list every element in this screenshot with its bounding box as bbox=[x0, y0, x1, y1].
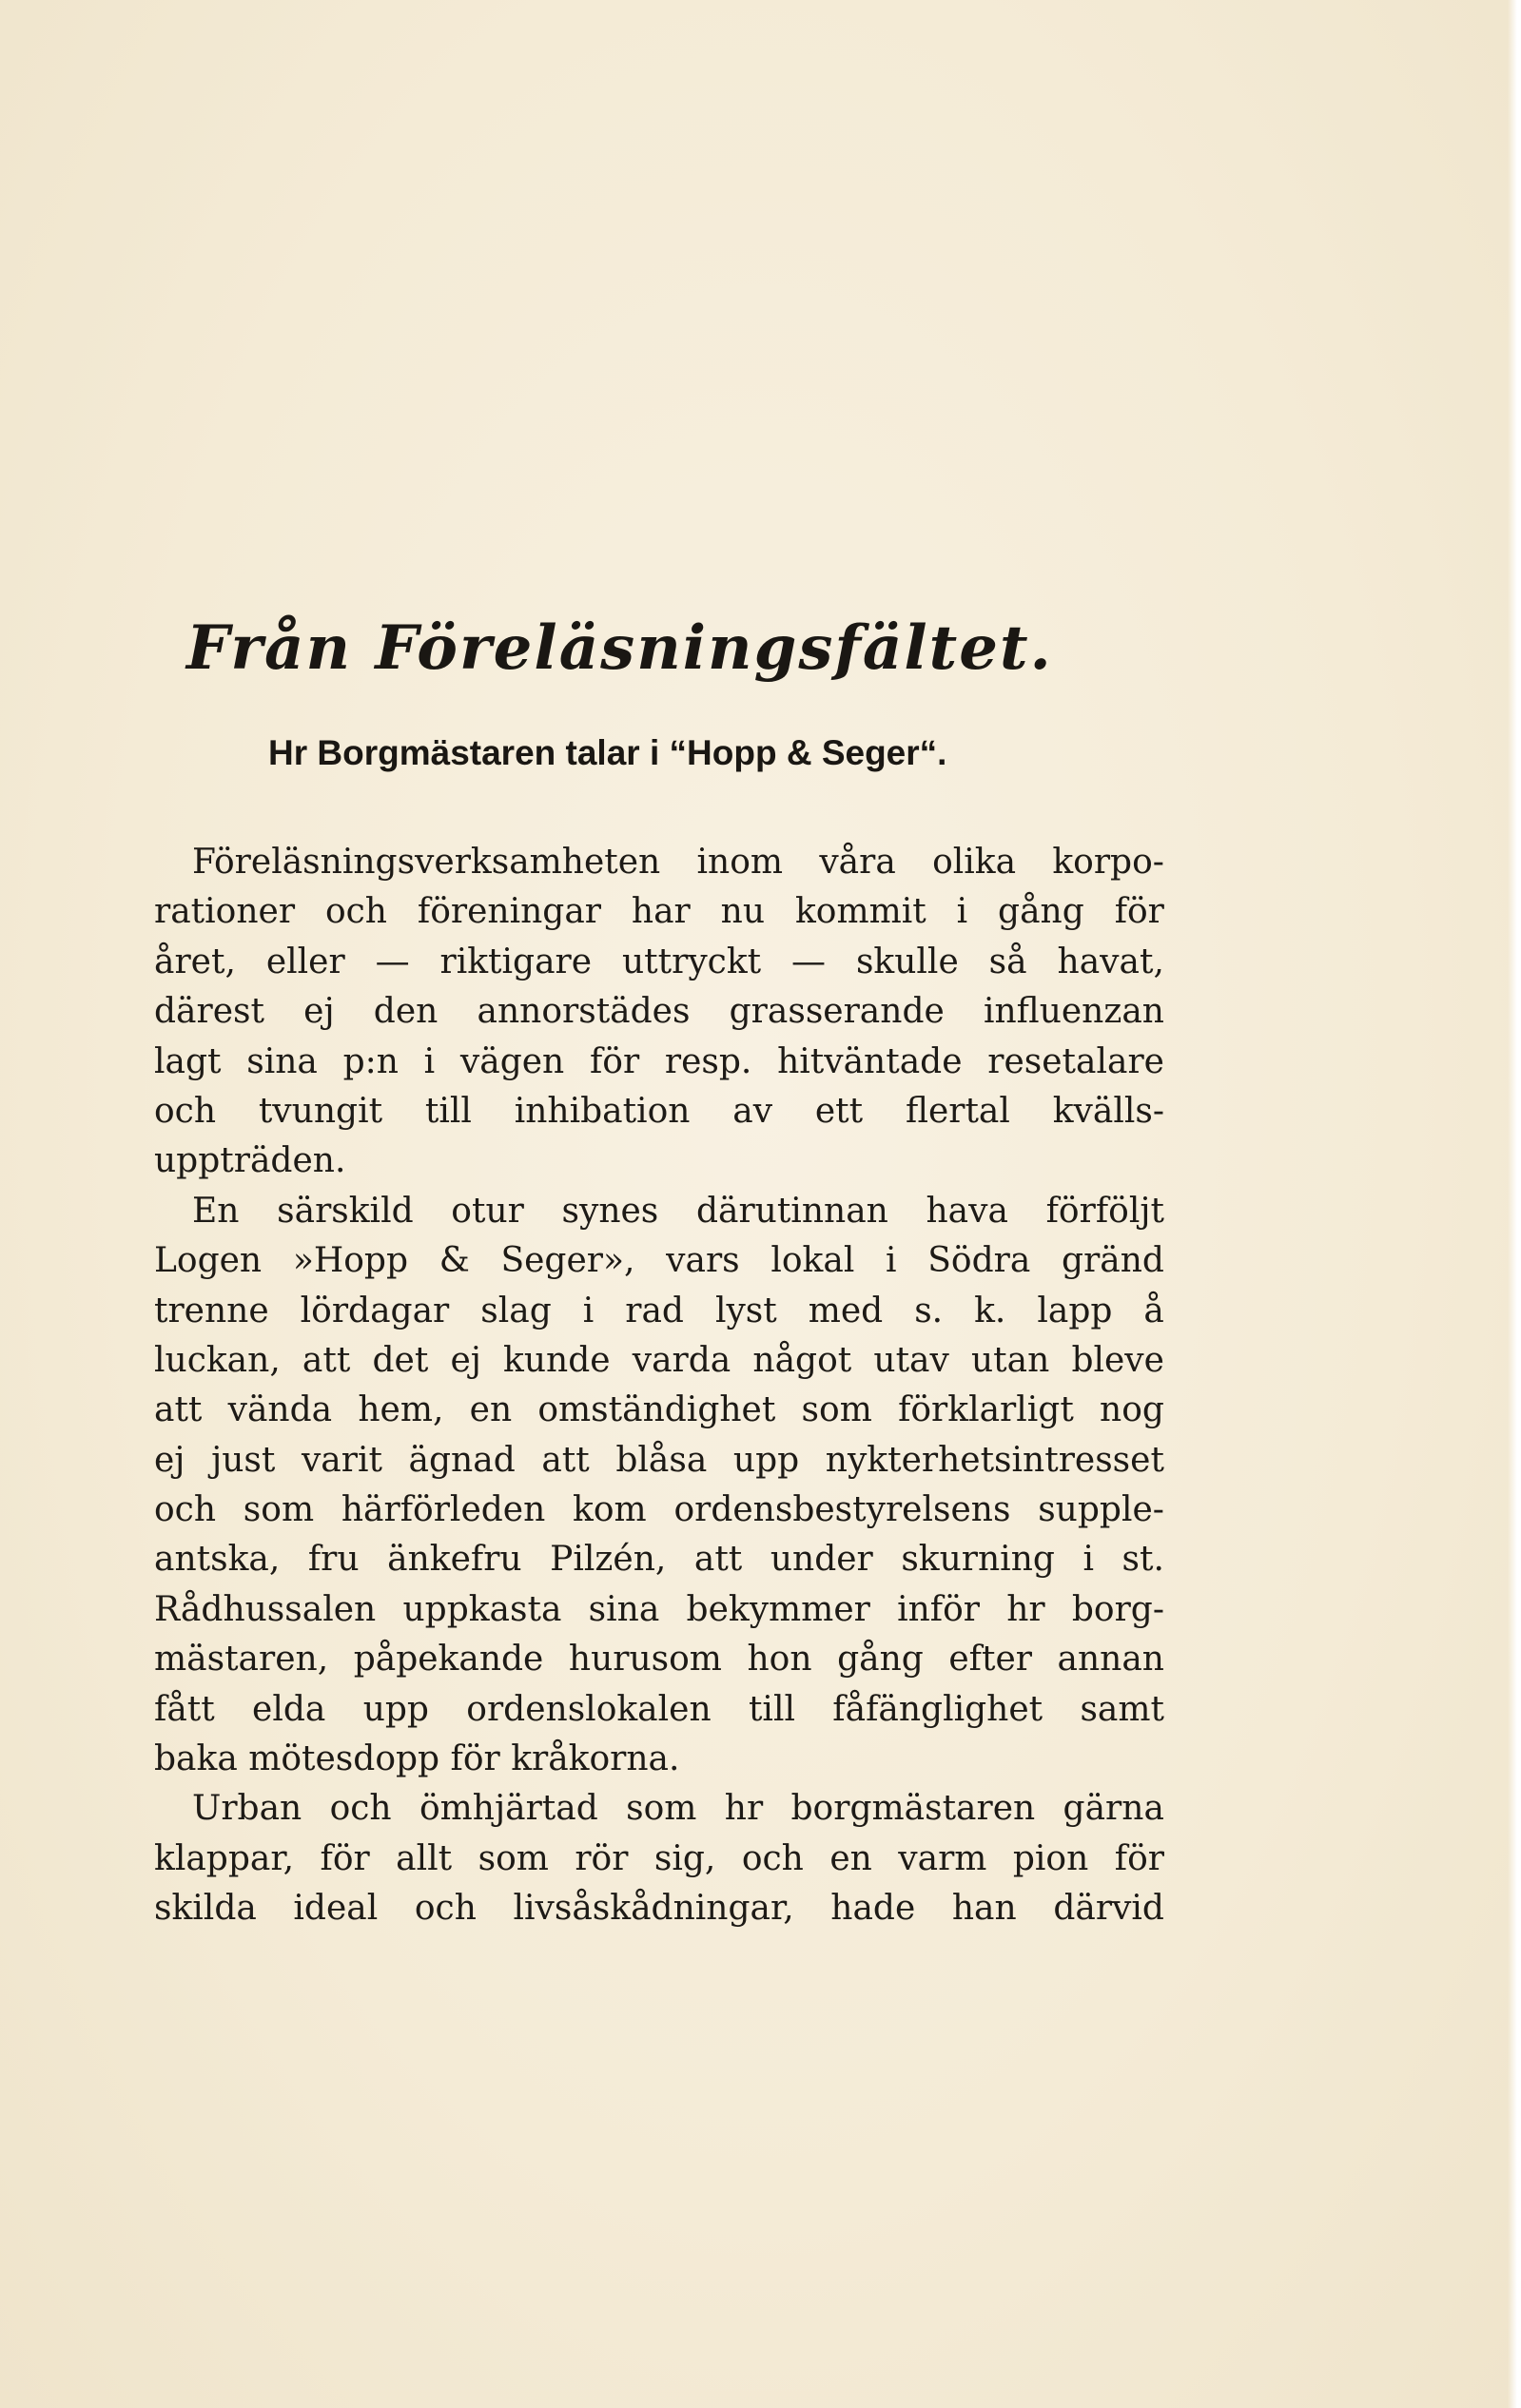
body-line: En särskild otur synes därutinnan hava förföljt bbox=[192, 1191, 1164, 1231]
body-line: och tvungit till inhibation av ett flertal kvälls- bbox=[154, 1091, 1164, 1131]
body-line: uppträden. bbox=[154, 1141, 346, 1181]
body-line: Rådhussalen uppkasta sina bekymmer inför hr borg- bbox=[154, 1589, 1164, 1629]
body-line: lagt sina p:n i vägen för resp. hitväntade resetalare bbox=[154, 1041, 1164, 1081]
body-line: Föreläsningsverksamheten inom våra olika korpo- bbox=[192, 843, 1164, 882]
body-line: mästaren, påpekande hurusom hon gång efter annan bbox=[154, 1640, 1164, 1680]
body-line: året, eller — riktigare uttryckt — skulle så havat, bbox=[154, 942, 1164, 981]
article-subtitle: Hr Borgmästaren talar i “Hopp & Seger“. bbox=[268, 733, 947, 772]
body-line: att vända hem, en omständighet som förklarligt nog bbox=[154, 1390, 1164, 1430]
page-edge bbox=[1508, 0, 1521, 2408]
article-body bbox=[154, 838, 1164, 1934]
body-line: skilda ideal och livsåskådningar, hade han därvid bbox=[154, 1889, 1164, 1929]
body-line: Urban och ömhjärtad som hr borgmästaren gärna bbox=[192, 1789, 1164, 1829]
article-title: Från Föreläsningsfältet. bbox=[186, 612, 1053, 684]
body-line: ej just varit ägnad att blåsa upp nykterhetsintresset bbox=[154, 1440, 1164, 1480]
body-line: baka mötesdopp för kråkorna. bbox=[154, 1739, 680, 1779]
body-line: Logen »Hopp & Seger», vars lokal i Södra gränd bbox=[154, 1241, 1164, 1281]
body-line: fått elda upp ordenslokalen till fåfänglighet samt bbox=[154, 1689, 1164, 1729]
body-line: trenne lördagar slag i rad lyst med s. k. lapp å bbox=[154, 1291, 1164, 1330]
body-line: klappar, för allt som rör sig, och en varm pion för bbox=[154, 1838, 1164, 1878]
body-line: och som härförleden kom ordensbestyrelsens supple- bbox=[154, 1490, 1164, 1530]
body-line: luckan, att det ej kunde varda något utav utan bleve bbox=[154, 1340, 1164, 1380]
body-line: rationer och föreningar har nu kommit i gång för bbox=[154, 892, 1164, 932]
body-line: därest ej den annorstädes grasserande influenzan bbox=[154, 992, 1164, 1032]
body-line: antska, fru änkefru Pilzén, att under skurning i st. bbox=[154, 1540, 1164, 1580]
